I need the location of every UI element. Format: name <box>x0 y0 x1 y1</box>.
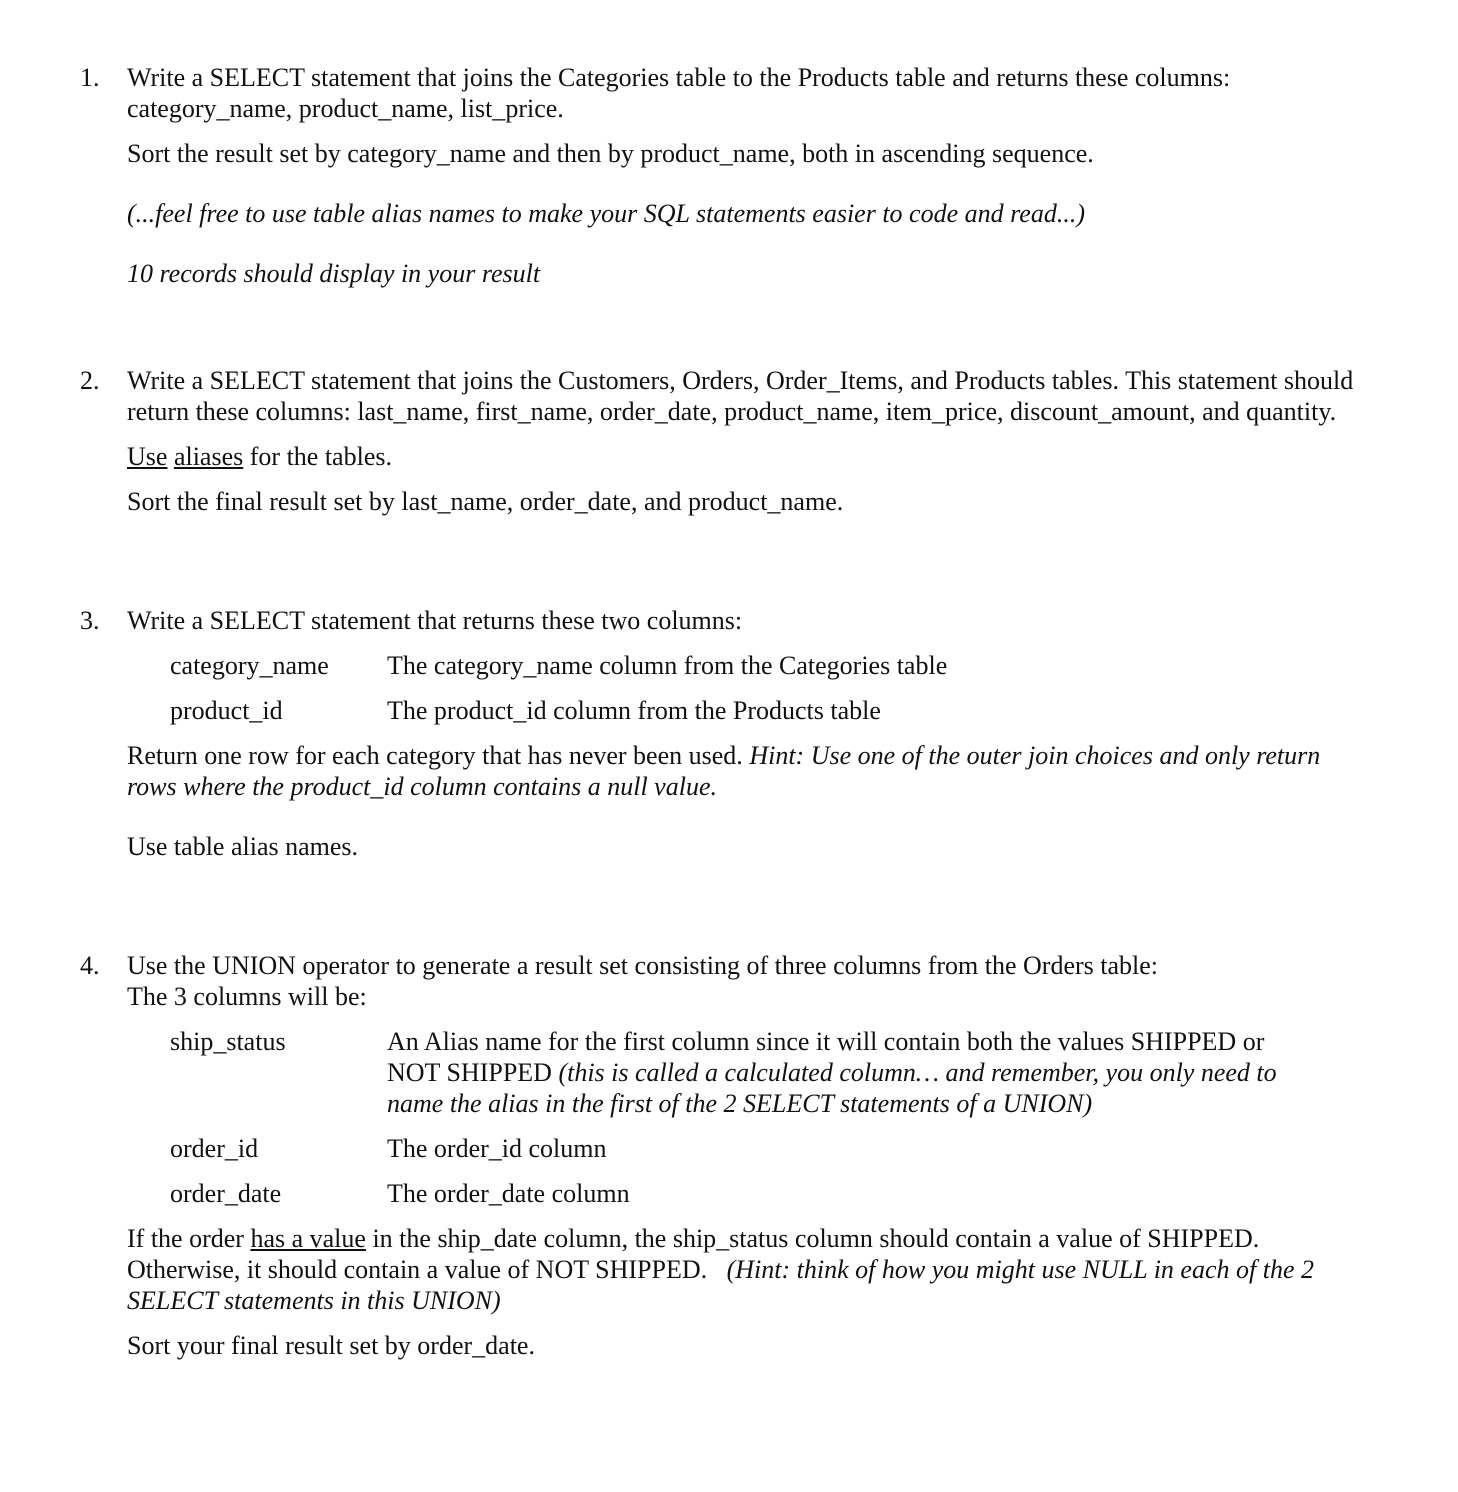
column-definition-row <box>170 1178 1420 1209</box>
q3-alias-note: Use table alias names. <box>127 832 359 861</box>
q3-line-1: Write a SELECT statement that returns these two columns: <box>127 606 743 635</box>
column-name: order_id <box>170 1134 259 1163</box>
description-line: An Alias name for the first column since it will contain both the values SHIPPED or <box>387 1027 1265 1056</box>
column-description <box>387 1026 1277 1119</box>
description-line <box>387 1057 1277 1088</box>
plain-text: If the order <box>127 1224 251 1253</box>
q4-hint-line-2: SELECT statements in this UNION) <box>127 1286 501 1315</box>
q1-line-2: category_name, product_name, list_price. <box>127 94 564 123</box>
question-2 <box>80 365 1420 517</box>
question-3 <box>80 605 1420 862</box>
q1-line-1: Write a SELECT statement that joins the Categories table to the Products table and returns these columns: <box>127 63 1231 92</box>
description-line: name the alias in the first of the 2 SELECT statements of a UNION) <box>387 1089 1093 1118</box>
q4-column-definitions <box>170 1026 1420 1209</box>
aliases-rest: for the tables. <box>243 442 392 471</box>
question-number: 2. <box>80 366 100 395</box>
q2-line-1: Write a SELECT statement that joins the Customers, Orders, Order_Items, and Products tables. This statement should <box>127 366 1354 395</box>
q3-hint-line-2: rows where the product_id column contains a null value. <box>127 772 717 801</box>
q4-line-2: The 3 columns will be: <box>127 982 367 1011</box>
aliases-word: aliases <box>173 442 244 471</box>
question-number: 4. <box>80 951 100 980</box>
hint-text: Hint: Use one of the outer join choices and only return <box>749 741 1321 770</box>
question-number: 3. <box>80 606 100 635</box>
column-definition-row <box>170 1026 1420 1119</box>
question-4 <box>80 950 1420 1361</box>
italic-text: (this is called a calculated column… and remember, you only need to <box>558 1058 1277 1087</box>
q1-sort-instruction: Sort the result set by category_name and then by product_name, both in ascending sequence. <box>127 139 1094 168</box>
underlined-text: has a value <box>250 1224 366 1253</box>
return-text: Return one row for each category that has never been used. <box>127 741 750 770</box>
q2-sort-instruction: Sort the final result set by last_name, order_date, and product_name. <box>127 487 844 516</box>
q2-aliases-instruction <box>127 441 1420 472</box>
column-description: The order_id column <box>387 1134 607 1163</box>
column-definition-row <box>170 650 1420 681</box>
column-definition-row <box>170 1133 1420 1164</box>
column-definition-row <box>170 695 1420 726</box>
use-word: Use <box>127 442 168 471</box>
q4-otherwise-instruction <box>127 1254 1420 1285</box>
q1-alias-note: (...feel free to use table alias names to make your SQL statements easier to code and read...) <box>127 199 1085 228</box>
q4-sort-instruction: Sort your final result set by order_date. <box>127 1331 535 1360</box>
hint-text: (Hint: think of how you might use NULL in each of the 2 <box>726 1255 1314 1284</box>
column-description: The category_name column from the Categories table <box>387 651 948 680</box>
column-name: ship_status <box>170 1027 286 1056</box>
question-number: 1. <box>80 63 100 92</box>
q4-line-1: Use the UNION operator to generate a result set consisting of three columns from the Orders table: <box>127 951 1159 980</box>
plain-text: Otherwise, it should contain a value of NOT SHIPPED. <box>127 1255 727 1284</box>
q3-column-definitions <box>170 650 1420 726</box>
column-description: The order_date column <box>387 1179 630 1208</box>
column-name: category_name <box>170 651 329 680</box>
column-name: order_date <box>170 1179 282 1208</box>
q1-records-note: 10 records should display in your result <box>127 259 541 288</box>
column-description: The product_id column from the Products table <box>387 696 881 725</box>
q2-line-2: return these columns: last_name, first_name, order_date, product_name, item_price, discount_amount, and quantity. <box>127 397 1337 426</box>
plain-text: in the ship_date column, the ship_status column should contain a value of SHIPPED. <box>365 1224 1260 1253</box>
question-1 <box>80 62 1420 289</box>
column-name: product_id <box>170 696 283 725</box>
q3-return-instruction <box>127 740 1420 771</box>
plain-text: NOT SHIPPED <box>387 1058 559 1087</box>
q4-if-instruction <box>127 1223 1420 1254</box>
